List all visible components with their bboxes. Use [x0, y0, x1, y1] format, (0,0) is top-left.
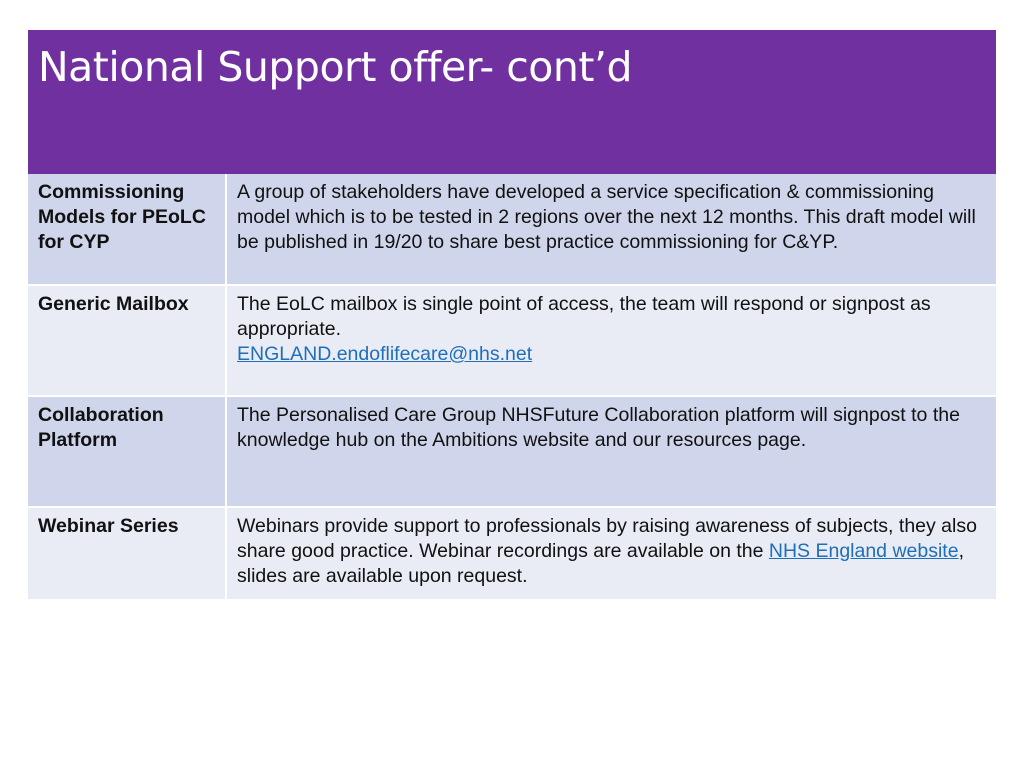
table-row-webinar-series — [28, 507, 996, 599]
row-description-collaboration-platform: The Personalised Care Group NHSFuture Collaboration platform will signpost to the knowledge hub on the Ambitions website and our resources page. — [226, 396, 996, 507]
row-label-collaboration-platform: Collaboration Platform — [28, 396, 226, 507]
row-label-generic-mailbox: Generic Mailbox — [28, 285, 226, 396]
nhs-england-website-link[interactable]: NHS England website — [768, 540, 959, 562]
table-row-collaboration-platform — [28, 396, 996, 507]
webinar-description-text: Webinars provide support to professionals by raising awareness of subjects, they also share good practice. Webinar recordings are available on the — [237, 515, 977, 562]
mailbox-email-link[interactable]: ENGLAND.endoflifecare@nhs.net — [237, 343, 533, 365]
row-label-commissioning-models: Commissioning Models for PEoLC for CYP — [28, 174, 226, 285]
row-description-generic-mailbox — [226, 285, 996, 396]
row-label-webinar-series: Webinar Series — [28, 507, 226, 599]
webinar-description-text-end: , slides are available upon request. — [237, 540, 964, 587]
slide-title: National Support offer- cont’d — [38, 43, 632, 91]
row-description-commissioning-models: A group of stakeholders have developed a service specification & commissioning model which is to be tested in 2 regions over the next 12 months. This draft model will be published in 19/20 to share best practice commissioning for C&YP. — [226, 174, 996, 285]
table-row-generic-mailbox — [28, 285, 996, 396]
support-offer-table — [28, 174, 996, 599]
title-band — [28, 30, 996, 174]
mailbox-description-text: The EoLC mailbox is single point of access, the team will respond or signpost as appropriate. — [237, 293, 931, 340]
table-row-commissioning-models — [28, 174, 996, 285]
row-description-webinar-series — [226, 507, 996, 599]
